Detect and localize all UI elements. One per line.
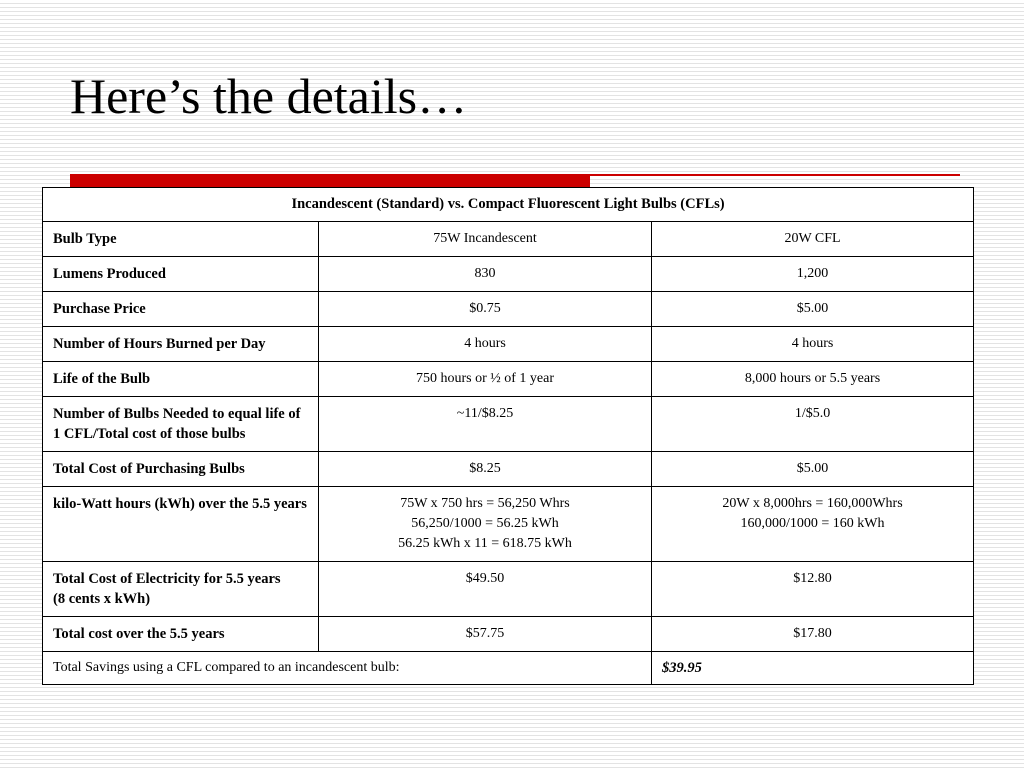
cfl-value-line: $5.00 (796, 301, 829, 316)
incandescent-value (319, 617, 652, 652)
incandescent-value (319, 487, 652, 562)
table-row (43, 362, 974, 397)
incandescent-value-line: 75W x 750 hrs = 56,250 Whrs (400, 496, 570, 511)
comparison-table (42, 187, 974, 685)
accent-bar (70, 176, 590, 187)
row-label-line: (8 cents x kWh) (53, 591, 151, 607)
cfl-value-line: 4 hours (791, 336, 834, 351)
table-header-row (43, 188, 974, 222)
table-row (43, 617, 974, 652)
row-label: Purchase Price (43, 292, 319, 327)
incandescent-value-line: $0.75 (469, 301, 501, 316)
row-label: Number of Hours Burned per Day (43, 327, 319, 362)
cfl-value (652, 292, 974, 327)
row-label: Bulb Type (43, 222, 319, 257)
cfl-value (652, 327, 974, 362)
incandescent-value-line: 56,250/1000 = 56.25 kWh (411, 516, 559, 531)
savings-value: $39.95 (652, 652, 974, 685)
savings-label: Total Savings using a CFL compared to an incandescent bulb: (43, 652, 652, 685)
table-row (43, 257, 974, 292)
incandescent-value (319, 362, 652, 397)
incandescent-value-line: 4 hours (464, 336, 506, 351)
table-body (43, 222, 974, 652)
row-label: Number of Bulbs Needed to equal life of 1 CFL/Total cost of those bulbs (43, 397, 319, 452)
incandescent-value-line: 830 (474, 266, 496, 281)
savings-row (43, 652, 974, 685)
table-row (43, 397, 974, 452)
cfl-value-line: $17.80 (793, 626, 832, 641)
slide-title: Here’s the details… (70, 68, 468, 124)
incandescent-value-line: ~11/$8.25 (456, 406, 514, 421)
cfl-value-line: 1/$5.0 (794, 406, 831, 421)
comparison-table-container (42, 187, 973, 685)
row-label (43, 562, 319, 617)
table-row (43, 222, 974, 257)
cfl-value (652, 617, 974, 652)
incandescent-value (319, 562, 652, 617)
cfl-value-line: 1,200 (796, 266, 829, 281)
incandescent-value (319, 292, 652, 327)
row-label: Total Cost of Purchasing Bulbs (43, 452, 319, 487)
row-label-line: Total Cost of Electricity for 5.5 years (53, 571, 281, 587)
cfl-value-line: $5.00 (796, 461, 829, 476)
cfl-value-line: 8,000 hours or 5.5 years (744, 371, 881, 386)
table-header: Incandescent (Standard) vs. Compact Fluorescent Light Bulbs (CFLs) (43, 188, 974, 222)
row-label: Life of the Bulb (43, 362, 319, 397)
row-label: kilo-Watt hours (kWh) over the 5.5 years (43, 487, 319, 562)
table-row (43, 292, 974, 327)
cfl-value-line: 20W CFL (784, 231, 841, 246)
cfl-value (652, 397, 974, 452)
cfl-value-line: 160,000/1000 = 160 kWh (740, 516, 885, 531)
incandescent-value-line: 75W Incandescent (433, 231, 537, 246)
cfl-value (652, 562, 974, 617)
table-row (43, 487, 974, 562)
cfl-value-line: 20W x 8,000hrs = 160,000Whrs (722, 496, 903, 511)
incandescent-value (319, 222, 652, 257)
incandescent-value (319, 257, 652, 292)
cfl-value (652, 362, 974, 397)
table-row (43, 327, 974, 362)
incandescent-value (319, 327, 652, 362)
cfl-value (652, 222, 974, 257)
cfl-value-line: $12.80 (793, 571, 832, 586)
row-label: Lumens Produced (43, 257, 319, 292)
cfl-value (652, 487, 974, 562)
incandescent-value-line: 750 hours or ½ of 1 year (415, 371, 555, 386)
incandescent-value-line: $8.25 (469, 461, 501, 476)
table-row (43, 452, 974, 487)
incandescent-value-line: $57.75 (465, 626, 505, 641)
incandescent-value (319, 397, 652, 452)
cfl-value (652, 452, 974, 487)
incandescent-value-line: $49.50 (465, 571, 505, 586)
row-label: Total cost over the 5.5 years (43, 617, 319, 652)
incandescent-value (319, 452, 652, 487)
incandescent-value-line: 56.25 kWh x 11 = 618.75 kWh (398, 536, 572, 551)
cfl-value (652, 257, 974, 292)
table-row (43, 562, 974, 617)
